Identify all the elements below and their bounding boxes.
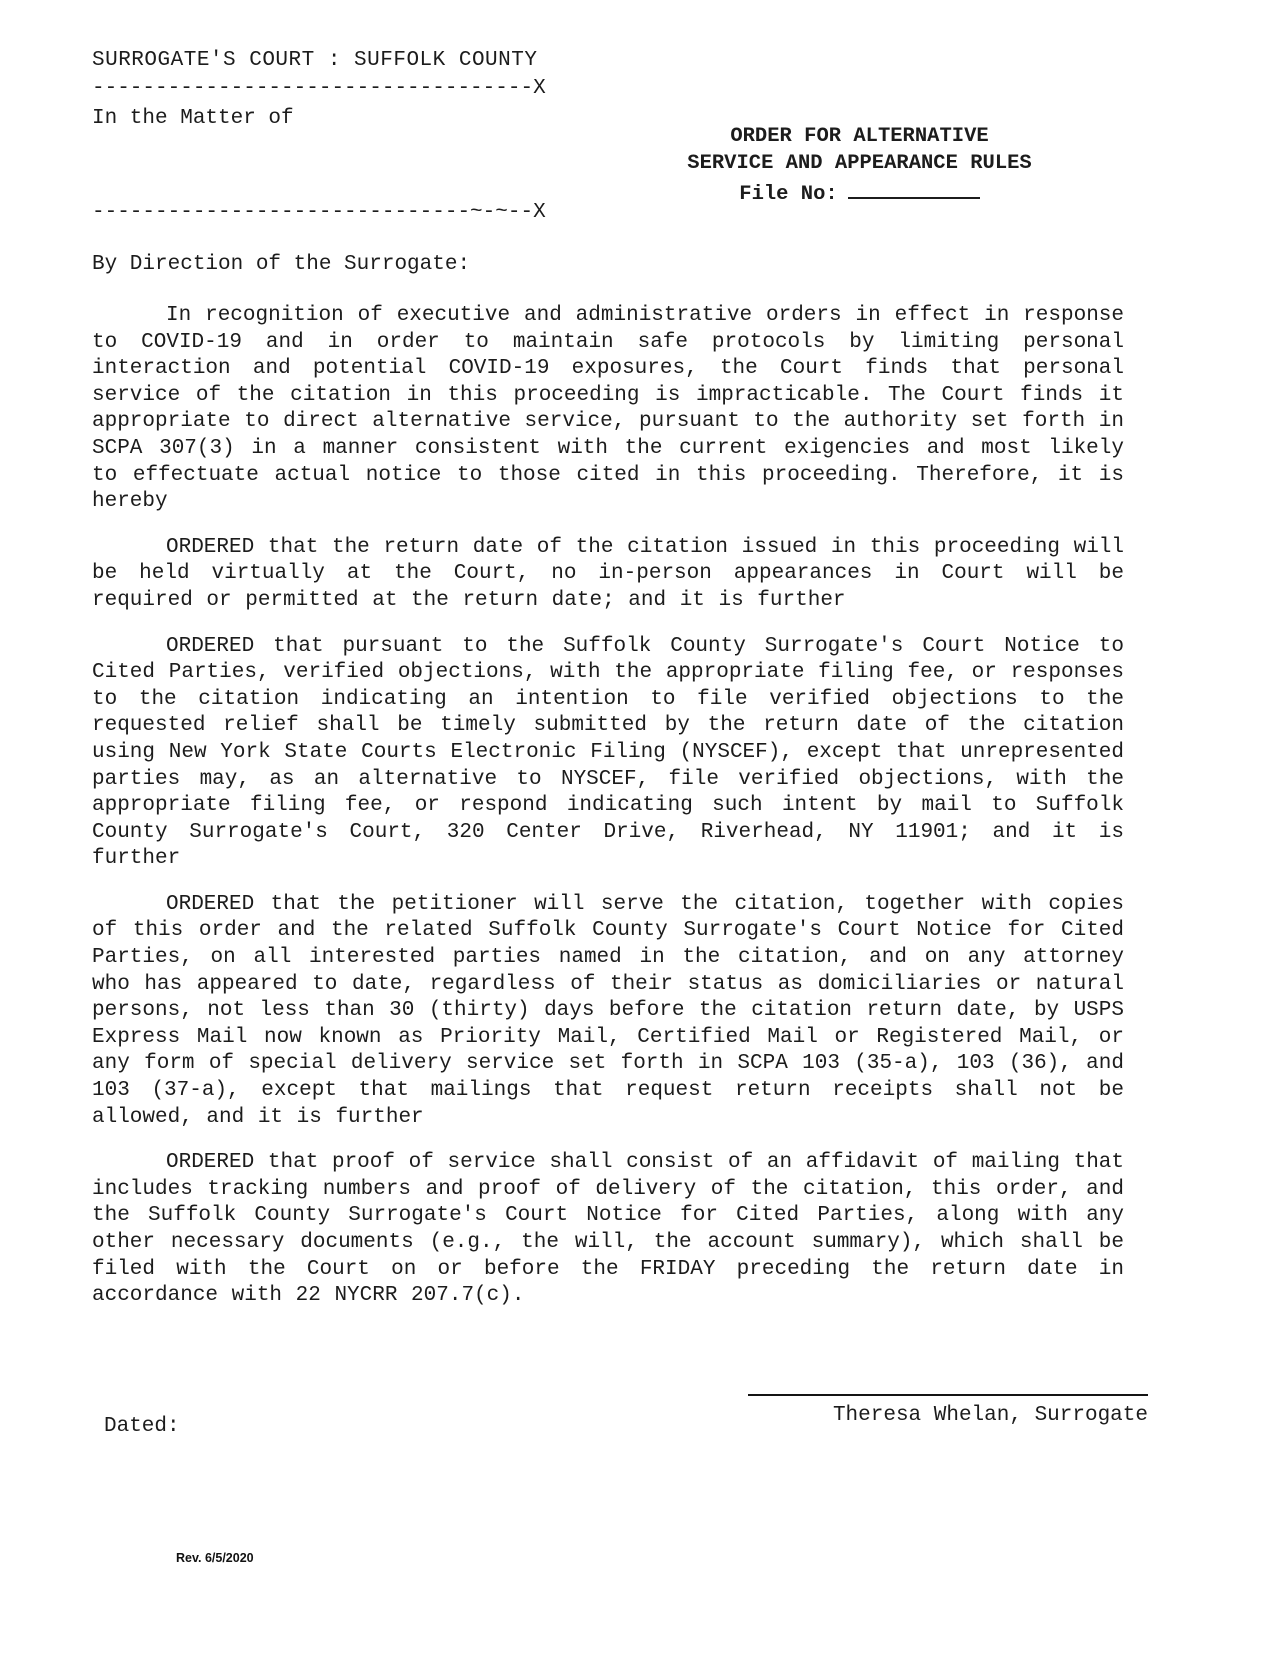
file-no-blank-line bbox=[848, 177, 980, 199]
file-no-label: File No: bbox=[739, 183, 838, 206]
caption-divider-bottom: ------------------------------~-~--X bbox=[92, 201, 546, 224]
signature-block bbox=[748, 1394, 1148, 1429]
order-title-block bbox=[652, 124, 1067, 209]
direction-of-surrogate-line: By Direction of the Surrogate: bbox=[92, 253, 471, 276]
paragraph-ordered-virtual-return: ORDERED that the return date of the citation issued in this proceeding will be held virtually at the Court, no in-person appearances in Court will be required or permitted at the return date; and it is further bbox=[92, 535, 1124, 612]
signature-name: Theresa Whelan, Surrogate bbox=[832, 1404, 1148, 1427]
order-body bbox=[92, 303, 1124, 1329]
court-name-header: SURROGATE'S COURT : SUFFOLK COUNTY bbox=[92, 49, 538, 72]
caption-divider-top: -----------------------------------X bbox=[92, 77, 546, 100]
order-title-line-2: SERVICE AND APPEARANCE RULES bbox=[687, 151, 1032, 175]
revision-date-note: Rev. 6/5/2020 bbox=[176, 1551, 254, 1565]
matter-of-line: In the Matter of bbox=[92, 107, 294, 130]
paragraph-ordered-proof-of-service: ORDERED that proof of service shall consist of an affidavit of mailing that includes tracking numbers and proof of delivery of the citation, this order, and the Suffolk County Surrogate's Court Notice for Cited Parties, along with any other necessary documents (e.g., the will, the account summary), which shall be filed with the Court on or before the FRIDAY preceding the return date in accordance with 22 NYCRR 207.7(c). bbox=[92, 1151, 1124, 1308]
paragraph-ordered-objections-filing: ORDERED that pursuant to the Suffolk County Surrogate's Court Notice to Cited Parties, verified objections, with the appropriate filing fee, or responses to the citation indicating an intention to file verified objections to the requested relief shall be timely submitted by the return date of the citation using New York State Courts Electronic Filing (NYSCEF), except that unrepresented parties may, as an alternative to NYSCEF, file verified objections, with the appropriate filing fee, or respond indicating such intent by mail to Suffolk County Surrogate's Court, 320 Center Drive, Riverhead, NY 11901; and it is further bbox=[92, 634, 1124, 871]
signature-line bbox=[748, 1394, 1148, 1396]
paragraph-recitals: In recognition of executive and administrative orders in effect in response to COVID-19 and in order to maintain safe protocols by limiting personal interaction and potential COVID-19 exposures, the Court finds that personal service of the citation in this proceeding is impracticable. The Court finds it appropriate to direct alternative service, pursuant to the authority set forth in SCPA 307(3) in a manner consistent with the current exigencies and most likely to effectuate actual notice to those cited in this proceeding. Therefore, it is hereby bbox=[92, 304, 1124, 514]
file-no-row bbox=[652, 177, 1067, 209]
dated-label: Dated: bbox=[104, 1415, 180, 1438]
order-title-line-1: ORDER FOR ALTERNATIVE bbox=[730, 125, 989, 148]
paragraph-ordered-service-method: ORDERED that the petitioner will serve the citation, together with copies of this order and the related Suffolk County Surrogate's Court Notice for Cited Parties, on all interested parties named in the citation, and on any attorney who has appeared to date, regardless of their status as domiciliaries or natural persons, not less than 30 (thirty) days before the citation return date, by USPS Express Mail now known as Priority Mail, Certified Mail or Registered Mail, or any form of special delivery service set forth in SCPA 103 (35-a), 103 (36), and 103 (37-a), except that mailings that request return receipts shall not be allowed, and it is further bbox=[92, 892, 1124, 1129]
